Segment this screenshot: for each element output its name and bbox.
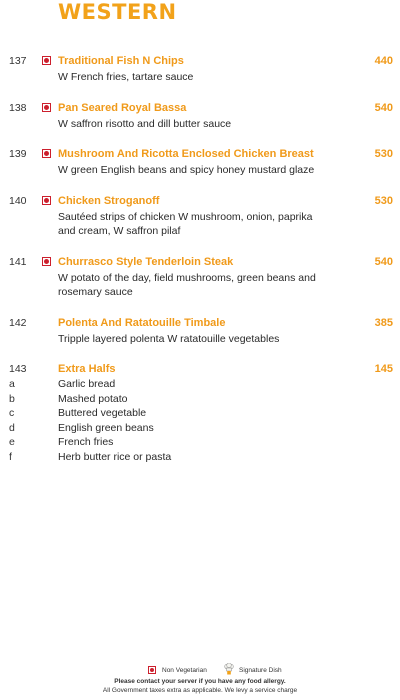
extra-option xyxy=(0,377,400,392)
non-veg-icon xyxy=(42,257,51,266)
section-title: WESTERN xyxy=(58,0,177,24)
legend-non-veg-label: Non Vegetarian xyxy=(162,667,207,674)
menu-item xyxy=(0,255,400,300)
non-veg-icon xyxy=(42,149,51,158)
option-letter: c xyxy=(9,407,15,419)
extra-option xyxy=(0,421,400,436)
item-price: 530 xyxy=(374,194,393,207)
non-veg-icon xyxy=(42,103,51,112)
extra-option xyxy=(0,406,400,421)
allergy-note: Please contact your server if you have any food allergy. xyxy=(114,678,286,685)
item-name: Chicken Stroganoff xyxy=(58,194,160,207)
item-price: 385 xyxy=(374,316,393,329)
item-name: Mushroom And Ricotta Enclosed Chicken Breast xyxy=(58,148,314,160)
item-name: Pan Seared Royal Bassa xyxy=(58,101,187,114)
option-letter: b xyxy=(9,392,15,405)
item-number: 138 xyxy=(9,101,27,114)
option-letter: e xyxy=(9,436,15,448)
menu-item xyxy=(0,54,400,85)
footer xyxy=(0,665,400,695)
item-description: Sautéed strips of chicken W mushroom, onion, paprika and cream, W saffron pilaf xyxy=(58,210,313,237)
option-name: Mashed potato xyxy=(58,392,128,405)
extra-option xyxy=(0,392,400,407)
non-veg-icon xyxy=(148,666,156,674)
item-price: 440 xyxy=(374,55,393,67)
option-name: English green beans xyxy=(58,421,154,434)
item-name: Traditional Fish N Chips xyxy=(58,55,184,67)
item-name: Churrasco Style Tenderloin Steak xyxy=(58,255,234,268)
option-name: Garlic bread xyxy=(58,378,116,390)
menu-list xyxy=(0,54,400,480)
option-letter: a xyxy=(9,378,15,390)
item-number: 140 xyxy=(9,194,27,207)
menu-item xyxy=(0,194,400,239)
item-number: 137 xyxy=(9,55,27,67)
item-name: Extra Halfs xyxy=(58,363,116,375)
legend-signature-label: Signature Dish xyxy=(239,667,282,674)
item-price: 145 xyxy=(374,363,393,375)
item-number: 139 xyxy=(9,148,27,160)
item-number: 142 xyxy=(9,316,27,329)
option-letter: f xyxy=(9,450,12,463)
item-description: Tripple layered polenta W ratatouille vegetables xyxy=(58,332,280,345)
chef-hat-icon xyxy=(224,663,234,675)
item-number: 143 xyxy=(9,363,27,375)
item-description: W potato of the day, field mushrooms, green beans and rosemary sauce xyxy=(58,271,316,298)
non-veg-icon xyxy=(42,56,51,65)
tax-note: All Government taxes extra as applicable. We levy a service charge xyxy=(102,687,298,694)
item-price: 540 xyxy=(374,255,393,268)
extra-halfs xyxy=(0,362,400,464)
option-name: Herb butter rice or pasta xyxy=(58,450,172,463)
legend xyxy=(0,665,400,676)
item-description: W saffron risotto and dill butter sauce xyxy=(58,117,232,130)
extra-option xyxy=(0,435,400,450)
option-name: French fries xyxy=(58,436,114,448)
item-description: W green English beans and spicy honey mustard glaze xyxy=(58,164,315,176)
item-description: W French fries, tartare sauce xyxy=(58,71,194,83)
item-price: 540 xyxy=(374,101,393,114)
item-name: Polenta And Ratatouille Timbale xyxy=(58,316,226,329)
option-letter: d xyxy=(9,421,15,434)
item-price: 530 xyxy=(374,148,393,160)
item-number: 141 xyxy=(9,255,27,268)
non-veg-icon xyxy=(42,196,51,205)
extra-option xyxy=(0,450,400,465)
menu-item xyxy=(0,101,400,132)
menu-item xyxy=(0,147,400,178)
option-name: Buttered vegetable xyxy=(58,407,147,419)
menu-item xyxy=(0,316,400,347)
